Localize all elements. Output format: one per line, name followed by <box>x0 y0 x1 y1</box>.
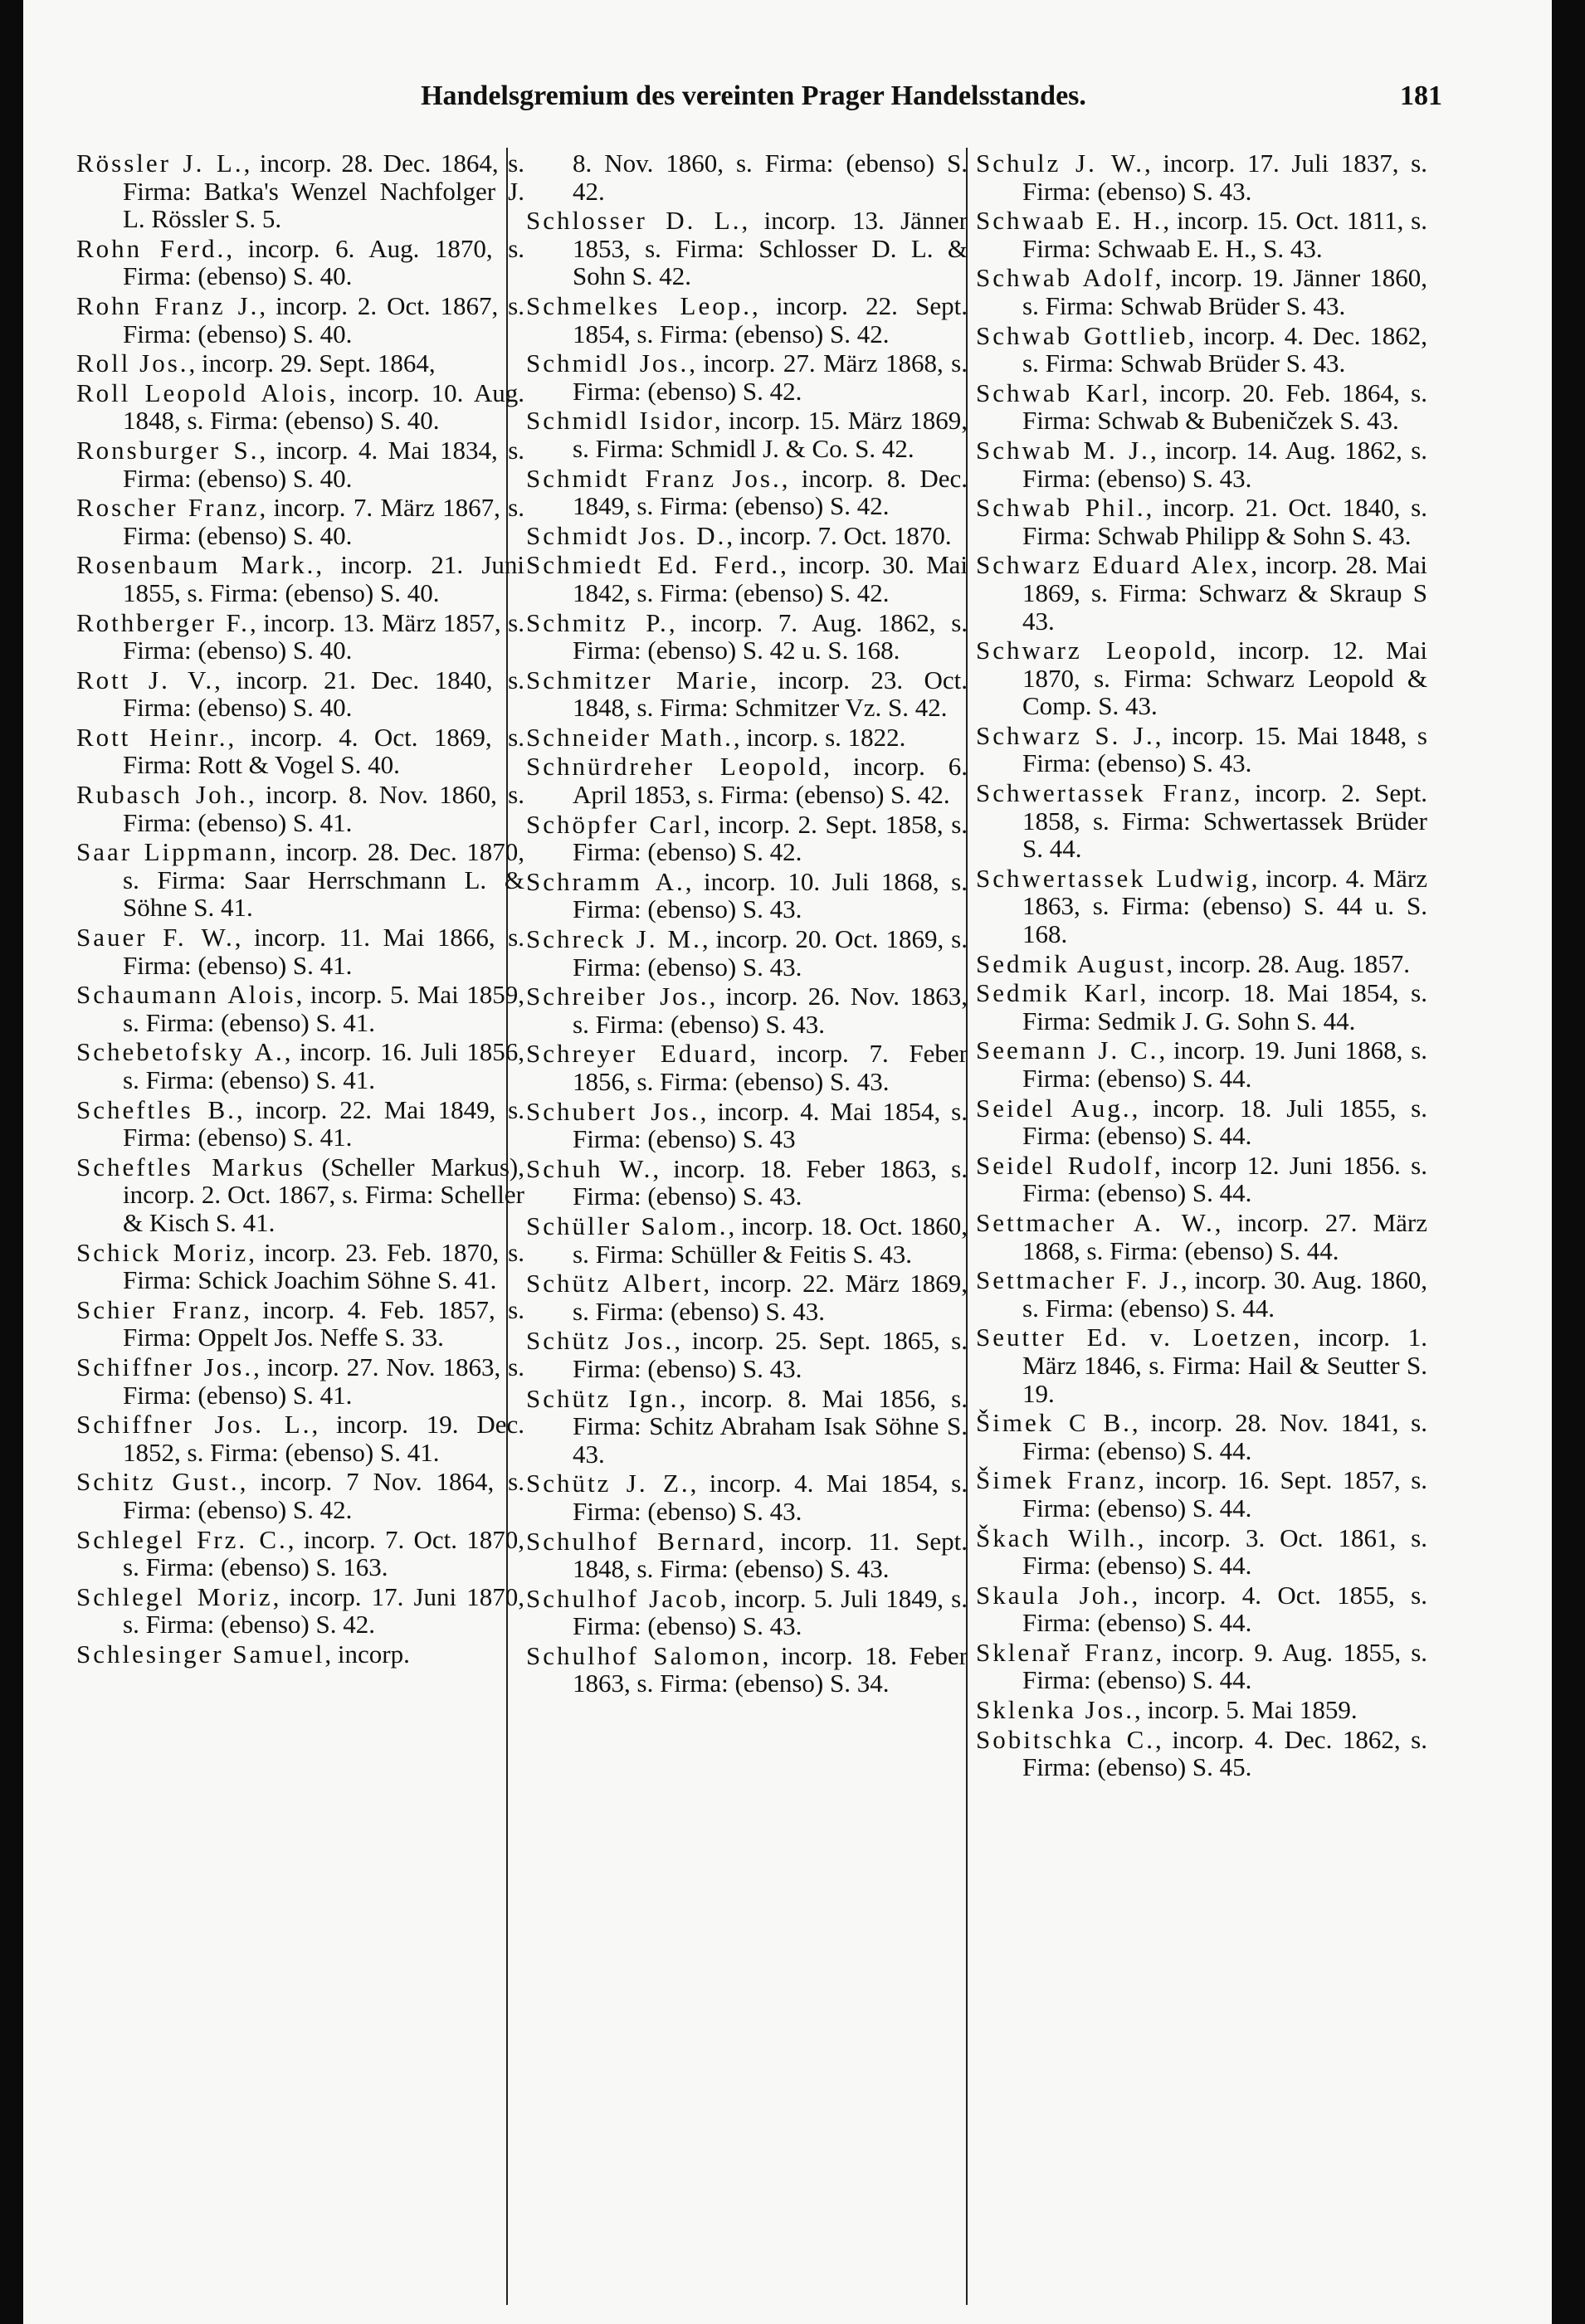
entry-name: Schlesinger Samuel <box>76 1639 325 1669</box>
entry-name: Skaula Joh. <box>976 1580 1132 1610</box>
directory-entry <box>76 235 524 290</box>
entry-details: , incorp. 27. Nov. 1863, s. Firma: (ebenso) S. 41. <box>123 1352 524 1410</box>
running-header: Handelsgremium des vereinten Prager Handelsstandes. <box>421 80 1086 111</box>
directory-entry <box>976 1524 1427 1580</box>
entry-name: Schramm A. <box>526 866 685 896</box>
directory-entry <box>976 1094 1427 1150</box>
directory-entry <box>526 1155 968 1211</box>
entry-details: , incorp. 19. Dec. 1852, s. Firma: (ebenso) S. 41. <box>123 1410 524 1467</box>
directory-entry <box>526 609 968 665</box>
entry-name: Ronsburger S. <box>76 435 260 465</box>
directory-entry <box>976 149 1427 205</box>
directory-entry <box>76 1296 524 1352</box>
directory-entry <box>976 1639 1427 1694</box>
entry-details: , incorp. 4. Mai 1834, s. Firma: (ebenso) S. 40. <box>123 435 524 493</box>
directory-entry <box>76 379 524 435</box>
entry-details: , incorp. 29. Sept. 1864, <box>188 348 436 378</box>
directory-entry <box>526 407 968 462</box>
entry-name: Schwab Gottlieb <box>976 320 1188 350</box>
directory-entry <box>526 982 968 1038</box>
directory-entry <box>976 722 1427 777</box>
entry-details: , incorp. 4. Dec. 1862, s. Firma: Schwab Brüder S. 43. <box>1022 320 1427 378</box>
entry-details: , incorp. 22. Mai 1849, s. Firma: (ebenso) S. 41. <box>123 1094 524 1152</box>
directory-entry <box>76 609 524 665</box>
directory-entry <box>976 1036 1427 1092</box>
directory-entry <box>976 1266 1427 1322</box>
entry-details: , incorp. 8. Nov. 1860, s. Firma: (ebenso) S. 41. <box>123 780 524 837</box>
directory-entry <box>76 1640 524 1669</box>
directory-entry <box>526 349 968 405</box>
directory-entry <box>76 436 524 492</box>
entry-details: , incorp. 16. Juli 1856, s. Firma: (ebenso) S. 41. <box>123 1037 524 1094</box>
directory-entry <box>976 379 1427 435</box>
entry-details: , incorp. <box>324 1639 410 1669</box>
entry-name: Schöpfer Carl <box>526 809 704 839</box>
entry-details: , incorp. 8. Dec. 1849, s. Firma: (ebenso) S. 42. <box>573 463 968 521</box>
entry-details: , incorp. 23. Oct. 1848, s. Firma: Schmitzer Vz. S. 42. <box>573 665 968 723</box>
entry-details: , incorp. 30. Aug. 1860, s. Firma: (ebenso) S. 44. <box>1022 1265 1427 1323</box>
entry-details: , incorp. 10. Aug. 1848, s. Firma: (ebenso) S. 40. <box>123 378 524 436</box>
directory-entry <box>526 925 968 981</box>
entry-name: Schulhof Bernard <box>526 1526 758 1556</box>
page-number: 181 <box>1400 80 1442 111</box>
entry-details: , incorp. 15. Mai 1848, s Firma: (ebenso) S. 43. <box>1022 720 1427 778</box>
entry-name: Schwarz Leopold <box>976 636 1210 665</box>
directory-entry <box>76 666 524 722</box>
entry-details: , incorp. 7. März 1867, s. Firma: (ebenso) S. 40. <box>123 493 524 550</box>
directory-entry <box>76 551 524 607</box>
entry-details: , incorp. 7. Aug. 1862, s. Firma: (ebenso) S. 42 u. S. 168. <box>573 607 968 665</box>
directory-entry <box>526 1098 968 1153</box>
directory-entry <box>76 838 524 922</box>
entry-name: Sklenka Jos. <box>976 1695 1134 1725</box>
entry-name: Schneider Math. <box>526 722 734 752</box>
directory-entry <box>526 551 968 607</box>
entry-name: Schütz Jos. <box>526 1326 675 1356</box>
directory-entry <box>976 322 1427 378</box>
directory-entry <box>76 724 524 779</box>
entry-name: Seutter Ed. v. Loetzen <box>976 1323 1294 1352</box>
entry-details: , incorp. 3. Oct. 1861, s. Firma: (ebenso) S. 44. <box>1022 1523 1427 1581</box>
entry-name: Schwab M. J. <box>976 435 1150 465</box>
entry-details: , incorp. 17. Juni 1870, s. Firma: (ebenso) S. 42. <box>123 1581 524 1639</box>
entry-name: Saar Lippmann <box>76 837 271 867</box>
entry-name: Schulhof Salomon <box>526 1640 763 1670</box>
directory-entry <box>526 868 968 923</box>
directory-entry <box>526 465 968 520</box>
entry-name: Seidel Rudolf <box>976 1150 1155 1180</box>
directory-entry <box>526 724 968 752</box>
entry-details: , incorp. 15. März 1869, s. Firma: Schmidl J. & Co. S. 42. <box>573 406 968 463</box>
directory-entry <box>976 207 1427 262</box>
entry-name: Schebetofsky A. <box>76 1037 285 1067</box>
directory-entry <box>526 1642 968 1698</box>
entry-name: Schwaab E. H. <box>976 206 1163 236</box>
entry-details: , incorp. 22. März 1869, s. Firma: (ebenso) S. 43. <box>573 1269 968 1326</box>
entry-name: Schwertassek Franz <box>976 778 1234 808</box>
directory-entry <box>76 1096 524 1152</box>
entry-name: Roll Leopold Alois <box>76 378 329 407</box>
entry-name: Schiffner Jos. L. <box>76 1410 312 1440</box>
entry-name: Rosenbaum Mark. <box>76 550 316 580</box>
entry-details: , incorp. 25. Sept. 1865, s. Firma: (ebenso) S. 43. <box>573 1326 968 1383</box>
entry-details: , incorp. 4. Mai 1854, s. Firma: (ebenso) S. 43 <box>573 1096 968 1154</box>
directory-entry <box>76 1153 524 1237</box>
entry-details: , incorp. 27. März 1868, s. Firma: (ebenso) S. 44. <box>1022 1207 1427 1265</box>
entry-details: , incorp. 19. Juni 1868, s. Firma: (ebenso) S. 44. <box>1022 1035 1427 1093</box>
directory-entry <box>76 1468 524 1523</box>
directory-entry <box>976 950 1427 978</box>
entry-name: Settmacher A. W. <box>976 1207 1215 1237</box>
entry-details: , incorp. 7. Oct. 1870. <box>726 520 952 550</box>
entry-details: , incorp. 12. Mai 1870, s. Firma: Schwarz Leopold & Comp. S. 43. <box>1022 636 1427 721</box>
directory-entry <box>76 1583 524 1639</box>
entry-details: , incorp. 5. Juli 1849, s. Firma: (ebenso) S. 43. <box>573 1583 968 1641</box>
entry-details: , incorp. 21. Oct. 1840, s. Firma: Schwab Philipp & Sohn S. 43. <box>1022 493 1427 550</box>
directory-entry <box>526 1212 968 1268</box>
entry-details: , incorp. 1. März 1846, s. Firma: Hail & Seutter S. 19. <box>1022 1323 1427 1408</box>
entry-name: Schulhof Jacob <box>526 1583 720 1613</box>
entry-details: , incorp. 4. Oct. 1869, s. Firma: Rott & Vogel S. 40. <box>123 722 524 780</box>
scan-border-left <box>0 0 23 2324</box>
entry-name: Schier Franz <box>76 1294 244 1324</box>
directory-entry <box>526 666 968 722</box>
entry-name: Schlosser D. L. <box>526 206 742 236</box>
page <box>23 0 1552 2324</box>
entry-name: Rott J. V. <box>76 665 215 694</box>
entry-name: Seemann J. C. <box>976 1035 1159 1065</box>
entry-details: , incorp. 28. Nov. 1841, s. Firma: (ebenso) S. 44. <box>1022 1408 1427 1465</box>
entry-name: Roll Jos. <box>76 348 189 378</box>
entry-details: , incorp. 22. Sept. 1854, s. Firma: (ebenso) S. 42. <box>573 290 968 348</box>
directory-entry <box>526 1527 968 1583</box>
entry-details: , incorp. 5. Mai 1859. <box>1134 1695 1358 1725</box>
directory-entry <box>76 1410 524 1466</box>
directory-entry <box>76 292 524 348</box>
entry-name: Schmidt Jos. D. <box>526 520 727 550</box>
entry-name: Sedmik Karl <box>976 978 1140 1008</box>
entry-name: Schmidt Franz Jos. <box>526 463 782 493</box>
entry-name: Settmacher F. J. <box>976 1265 1181 1295</box>
directory-entry <box>526 811 968 866</box>
entry-name: Schmelkes Leop. <box>526 290 752 320</box>
entry-details: , incorp. 6. April 1853, s. Firma: (ebenso) S. 42. <box>573 752 968 810</box>
entry-name: Schlegel Moriz <box>76 1581 273 1611</box>
entry-name: Scheftles Markus <box>76 1152 305 1181</box>
entry-name: Sobitschka C. <box>976 1724 1156 1754</box>
entry-details: , incorp. 27. März 1868, s. Firma: (ebenso) S. 42. <box>573 348 968 406</box>
entry-details: , incorp. 2. Sept. 1858, s. Firma: Schwertassek Brüder S. 44. <box>1022 778 1427 864</box>
entry-name: Schwarz Eduard Alex <box>976 550 1251 580</box>
entry-details: , incorp. 13. März 1857, s. Firma: (ebenso) S. 40. <box>123 607 524 665</box>
entry-details: , incorp 12. Juni 1856. s. Firma: (ebenso) S. 44. <box>1022 1150 1427 1208</box>
entry-name: Schwarz S. J. <box>976 720 1155 750</box>
entry-name: Schulz J. W. <box>976 149 1145 178</box>
entry-name: Rössler J. L. <box>76 149 244 178</box>
entry-details: , incorp. 28. Dec. 1870, s. Firma: Saar Herrschmann L. & Söhne S. 41. <box>123 837 524 923</box>
entry-details: , incorp. s. 1822. <box>733 722 906 752</box>
directory-entry <box>976 551 1427 635</box>
entry-details: , incorp. 20. Feb. 1864, s. Firma: Schwab & Bubeničzek S. 43. <box>1022 378 1427 436</box>
entry-name: Rohn Franz J. <box>76 290 260 320</box>
directory-entry <box>976 1323 1427 1407</box>
entry-name: Seidel Aug. <box>976 1093 1132 1123</box>
entry-name: Schuh W. <box>526 1153 653 1183</box>
entry-name: Schitz Gust. <box>76 1467 240 1497</box>
directory-entry <box>526 292 968 348</box>
directory-entry <box>976 1409 1427 1464</box>
entry-details: (Scheller Markus), incorp. 2. Oct. 1867, s. Firma: Scheller & Kisch S. 41. <box>123 1152 524 1237</box>
entry-details: , incorp. 28. Mai 1869, s. Firma: Schwarz & Skraup S 43. <box>1022 550 1427 636</box>
entry-name: Schütz J. Z. <box>526 1469 690 1498</box>
entry-details: , incorp. 14. Aug. 1862, s. Firma: (ebenso) S. 43. <box>1022 435 1427 493</box>
directory-entry <box>976 1466 1427 1522</box>
directory-entry <box>976 264 1427 319</box>
scan-border-right <box>1552 0 1585 2324</box>
entry-details: , incorp. 20. Oct. 1869, s. Firma: (ebenso) S. 43. <box>573 924 968 982</box>
directory-entry <box>976 1726 1427 1781</box>
entry-name: Schubert Jos. <box>526 1096 700 1126</box>
entry-name: Sedmik August <box>976 948 1167 978</box>
directory-entry <box>976 1581 1427 1637</box>
entry-name: Schwab Adolf <box>976 263 1155 293</box>
column-middle <box>526 149 968 2307</box>
entry-details: , incorp. 28. Dec. 1864, s. Firma: Batka's Wenzel Nachfolger J. L. Rössler S. 5. <box>123 149 524 234</box>
directory-entry <box>526 1269 968 1325</box>
directory-entry <box>76 981 524 1036</box>
entry-details: , incorp. 18. Oct. 1860, s. Firma: Schüller & Feitis S. 43. <box>573 1211 968 1269</box>
entry-details: , incorp. 8. Mai 1856, s. Firma: Schitz Abraham Isak Söhne S. 43. <box>573 1383 968 1469</box>
entry-name: Schwab Karl <box>976 378 1142 407</box>
directory-entry <box>976 979 1427 1035</box>
entry-name: Schick Moriz <box>76 1237 249 1267</box>
directory-entry <box>526 1585 968 1640</box>
entry-name: Schreyer Eduard <box>526 1039 750 1069</box>
directory-entry <box>526 522 968 550</box>
entry-details: , incorp. 11. Sept. 1848, s. Firma: (ebenso) S. 43. <box>573 1526 968 1584</box>
directory-entry <box>526 1469 968 1525</box>
entry-details: , incorp. 21. Dec. 1840, s. Firma: (ebenso) S. 40. <box>123 665 524 723</box>
entry-details: , incorp. 18. Feber 1863, s. Firma: (ebenso) S. 34. <box>573 1640 968 1698</box>
entry-details: , incorp. 23. Feb. 1870, s. Firma: Schick Joachim Söhne S. 41. <box>123 1237 524 1295</box>
directory-entry <box>976 1152 1427 1207</box>
entry-name: Schlegel Frz. C. <box>76 1524 288 1554</box>
directory-entry <box>526 1327 968 1382</box>
entry-details: , incorp. 21. Juni 1855, s. Firma: (ebenso) S. 40. <box>123 550 524 607</box>
directory-entry <box>76 1239 524 1294</box>
directory-entry <box>976 779 1427 863</box>
directory-entry <box>76 1038 524 1094</box>
directory-entry <box>76 349 524 378</box>
entry-details: , incorp. 26. Nov. 1863, s. Firma: (ebenso) S. 43. <box>573 982 968 1039</box>
entry-details: , incorp. 28. Aug. 1857. <box>1166 948 1410 978</box>
entry-name: Schmitzer Marie <box>526 665 751 694</box>
entry-name: Scheftles B. <box>76 1094 237 1124</box>
entry-details: , incorp. 19. Jänner 1860, s. Firma: Schwab Brüder S. 43. <box>1022 263 1427 320</box>
entry-details: , incorp. 7 Nov. 1864, s. Firma: (ebenso) S. 42. <box>123 1467 524 1524</box>
entry-details: , incorp. 15. Oct. 1811, s. Firma: Schwaab E. H., S. 43. <box>1022 206 1427 263</box>
entry-name: Šimek C B. <box>976 1408 1132 1438</box>
entry-name: Schaumann Alois <box>76 980 296 1010</box>
directory-entry <box>976 865 1427 948</box>
entry-details: , incorp. 5. Mai 1859, s. Firma: (ebenso) S. 41. <box>123 980 524 1037</box>
entry-details: , incorp. 6. Aug. 1870, s. Firma: (ebenso) S. 40. <box>123 233 524 291</box>
directory-entry <box>526 149 968 205</box>
directory-entry <box>976 494 1427 549</box>
entry-details: 8. Nov. 1860, s. Firma: (ebenso) S. 42. <box>573 149 968 206</box>
entry-name: Schreiber Jos. <box>526 982 710 1011</box>
directory-entry <box>526 753 968 808</box>
directory-entry <box>976 636 1427 720</box>
entry-details: , incorp. 2. Sept. 1858, s. Firma: (ebenso) S. 42. <box>573 809 968 867</box>
directory-entry <box>976 1209 1427 1264</box>
directory-entry <box>76 1526 524 1581</box>
entry-name: Rohn Ferd. <box>76 233 227 263</box>
entry-details: , incorp. 2. Oct. 1867, s. Firma: (ebenso) S. 40. <box>123 290 524 348</box>
entry-name: Škach Wilh. <box>976 1523 1138 1552</box>
entry-name: Schütz Ign. <box>526 1383 680 1413</box>
entry-name: Schiffner Jos. <box>76 1352 254 1381</box>
directory-entry <box>76 1353 524 1409</box>
entry-details: , incorp. 7. Feber 1856, s. Firma: (ebenso) S. 43. <box>573 1039 968 1096</box>
directory-entry <box>526 1040 968 1095</box>
directory-entry <box>976 1696 1427 1724</box>
entry-details: , incorp. 18. Feber 1863, s. Firma: (ebenso) S. 43. <box>573 1153 968 1211</box>
entry-details: , incorp. 9. Aug. 1855, s. Firma: (ebenso) S. 44. <box>1022 1637 1427 1695</box>
entry-name: Schmitz P. <box>526 607 669 637</box>
column-right <box>976 149 1427 2307</box>
entry-name: Rubasch Joh. <box>76 780 248 810</box>
entry-details: , incorp. 10. Juli 1868, s. Firma: (ebenso) S. 43. <box>573 866 968 924</box>
entry-name: Šimek Franz <box>976 1465 1139 1495</box>
entry-name: Sklenař Franz <box>976 1637 1156 1667</box>
entry-name: Schreck J. M. <box>526 924 702 954</box>
directory-entry <box>526 1385 968 1469</box>
column-left <box>76 149 524 2307</box>
entry-name: Schnürdreher Leopold <box>526 752 824 782</box>
entry-name: Schwab Phil. <box>976 493 1146 523</box>
entry-name: Schmiedt Ed. Ferd. <box>526 550 781 580</box>
entry-details: , incorp. 4. Dec. 1862, s. Firma: (ebenso) S. 45. <box>1022 1724 1427 1782</box>
entry-name: Rothberger F. <box>76 607 250 637</box>
entry-details: , incorp. 13. Jänner 1853, s. Firma: Schlosser D. L. & Sohn S. 42. <box>573 206 968 291</box>
entry-name: Schütz Albert <box>526 1269 704 1298</box>
entry-details: , incorp. 18. Mai 1854, s. Firma: Sedmik J. G. Sohn S. 44. <box>1022 978 1427 1035</box>
directory-entry <box>76 781 524 836</box>
entry-name: Rott Heinr. <box>76 722 228 752</box>
entry-name: Schüller Salom. <box>526 1211 729 1240</box>
directory-entry <box>76 494 524 549</box>
entry-details: , incorp. 30. Mai 1842, s. Firma: (ebenso) S. 42. <box>573 550 968 607</box>
entry-name: Schmidl Isidor <box>526 406 714 436</box>
directory-entry <box>76 923 524 979</box>
directory-entry <box>526 207 968 290</box>
entry-details: , incorp. 4. März 1863, s. Firma: (ebenso) S. 44 u. S. 168. <box>1022 863 1427 949</box>
entry-details: , incorp. 11. Mai 1866, s. Firma: (ebenso) S. 41. <box>123 923 524 980</box>
entry-name: Sauer F. W. <box>76 923 235 952</box>
entry-details: , incorp. 16. Sept. 1857, s. Firma: (ebenso) S. 44. <box>1022 1465 1427 1523</box>
entry-name: Roscher Franz <box>76 493 260 523</box>
directory-entry <box>76 149 524 233</box>
entry-details: , incorp. 18. Juli 1855, s. Firma: (ebenso) S. 44. <box>1022 1093 1427 1151</box>
entry-details: , incorp. 17. Juli 1837, s. Firma: (ebenso) S. 43. <box>1022 149 1427 206</box>
entry-name: Schmidl Jos. <box>526 348 690 378</box>
entry-details: , incorp. 4. Mai 1854, s. Firma: (ebenso) S. 43. <box>573 1469 968 1526</box>
directory-entry <box>976 436 1427 492</box>
entry-name: Schwertassek Ludwig <box>976 863 1251 893</box>
entry-details: , incorp. 7. Oct. 1870, s. Firma: (ebenso) S. 163. <box>123 1524 524 1582</box>
entry-details: , incorp. 4. Feb. 1857, s. Firma: Oppelt Jos. Neffe S. 33. <box>123 1294 524 1352</box>
entry-details: , incorp. 4. Oct. 1855, s. Firma: (ebenso) S. 44. <box>1022 1580 1427 1638</box>
